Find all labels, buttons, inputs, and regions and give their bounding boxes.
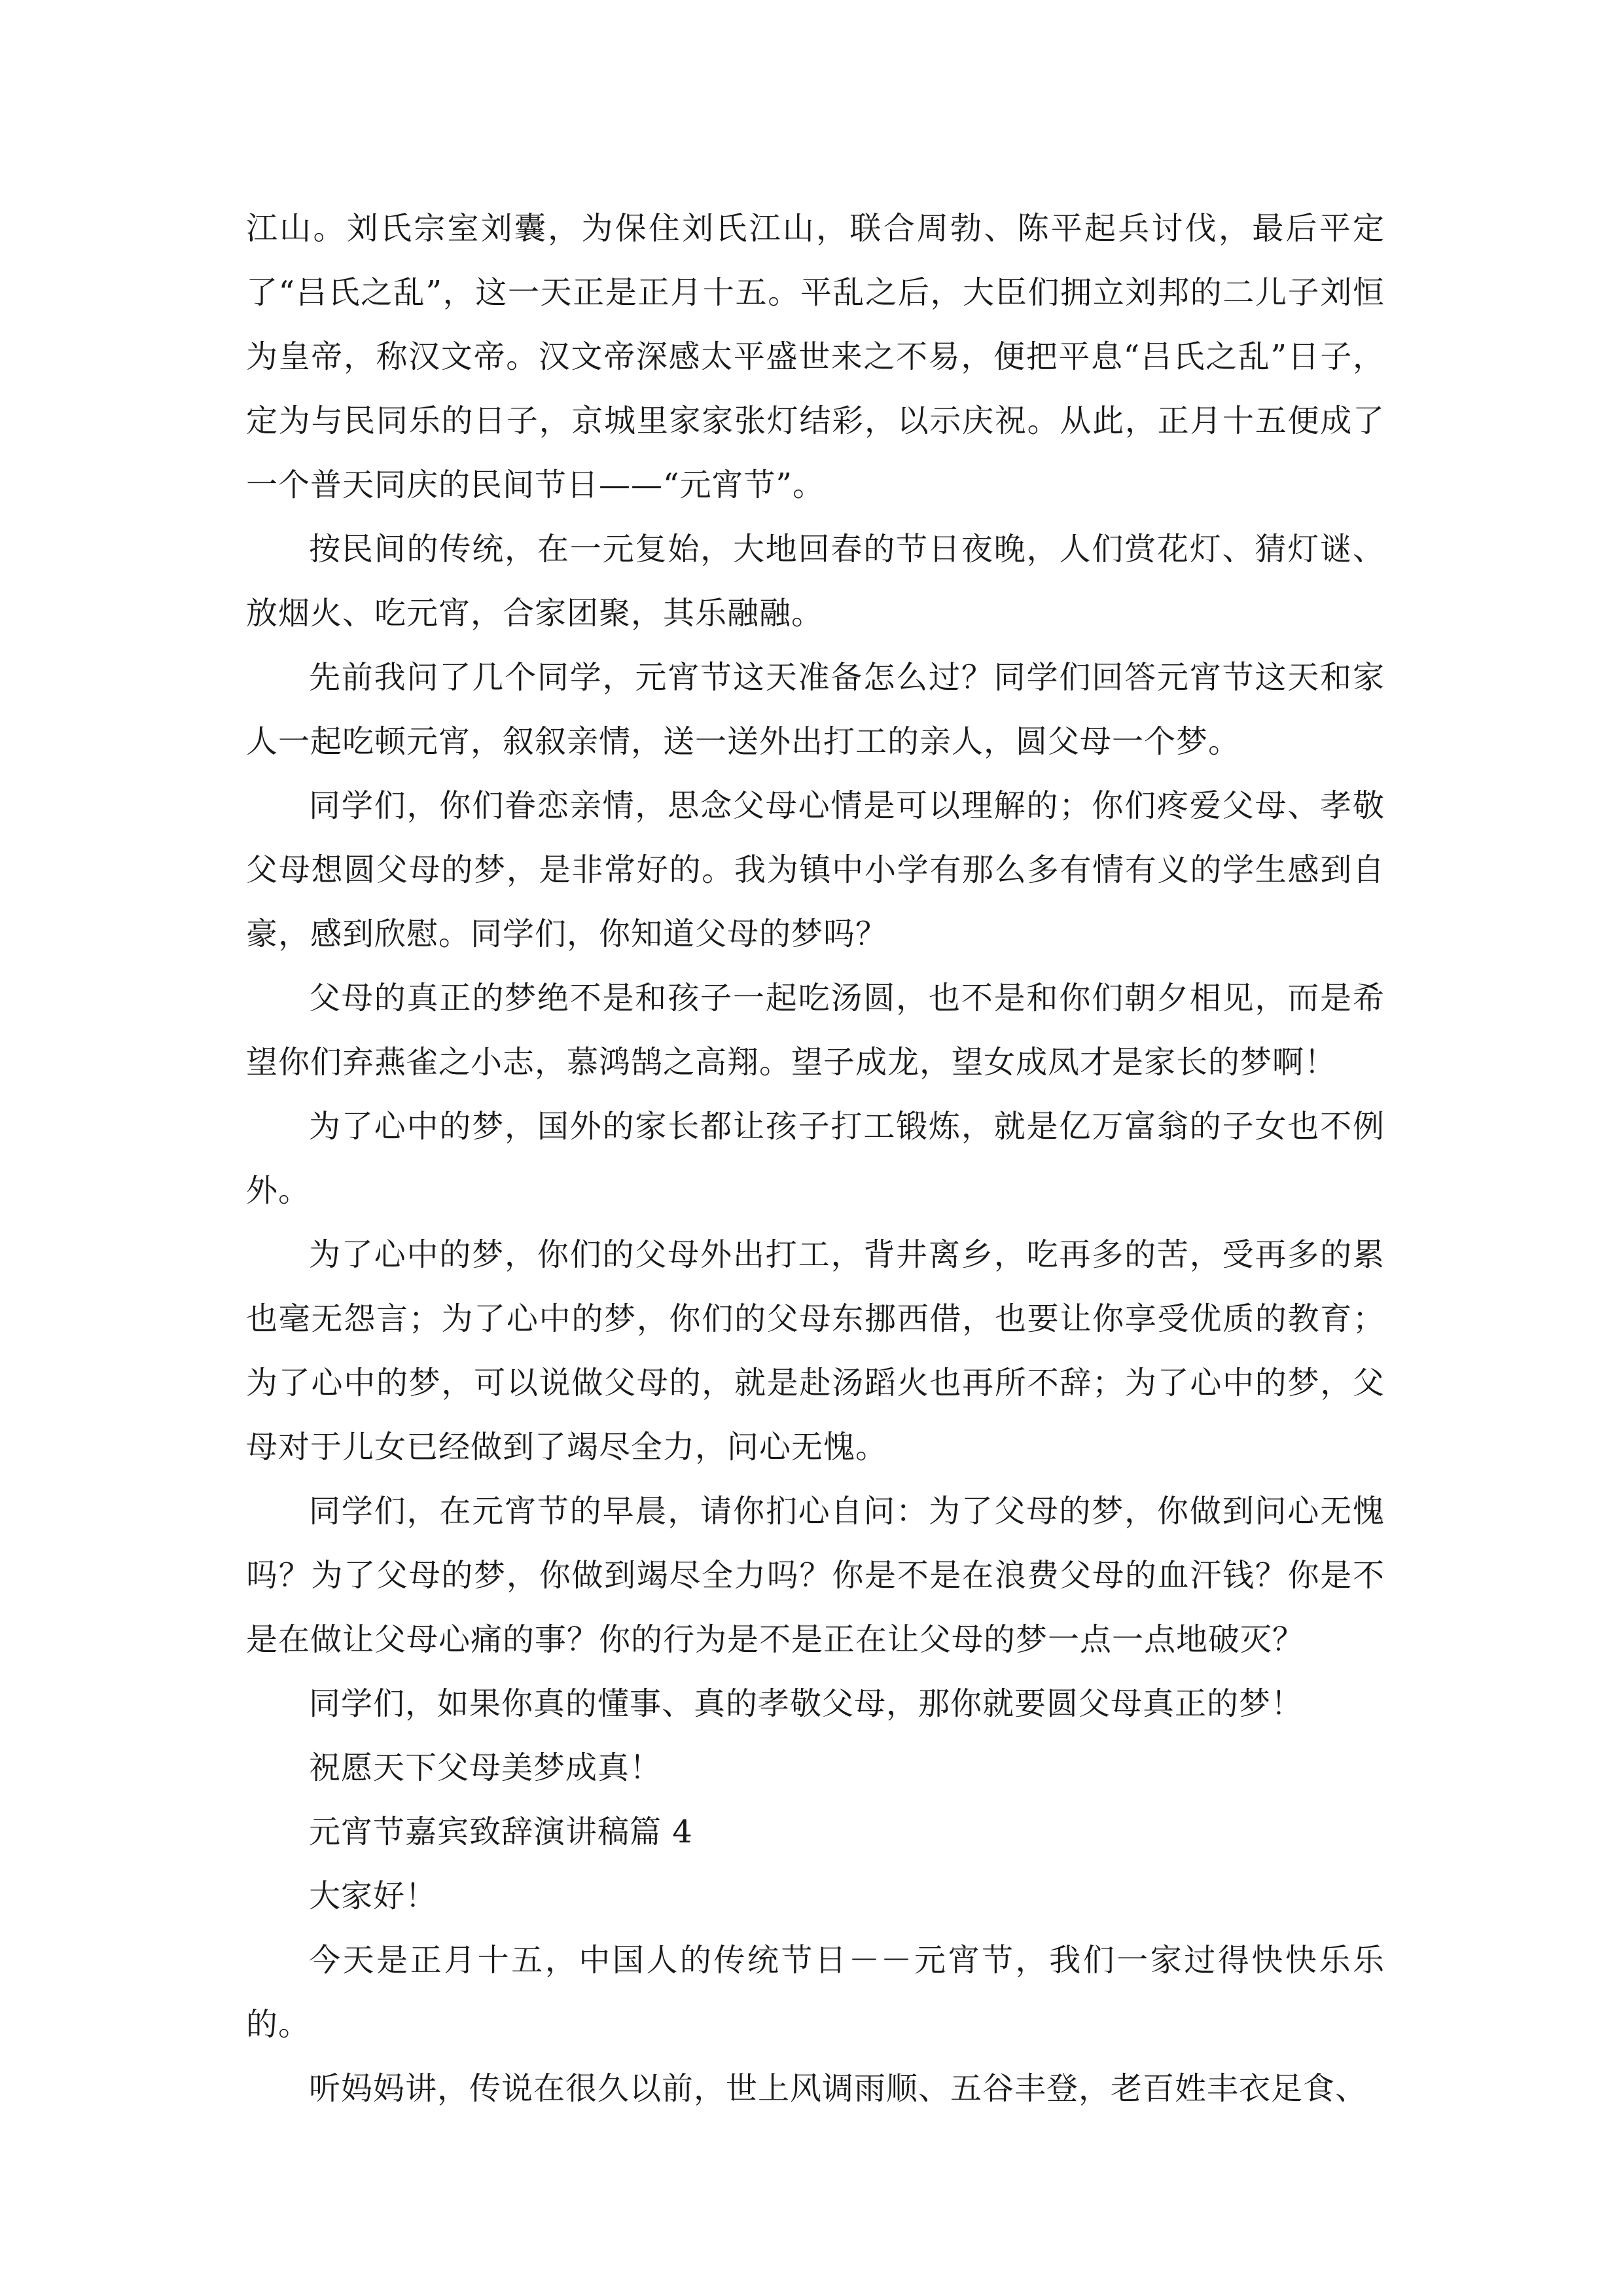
document-body bbox=[246, 196, 1385, 2121]
paragraph: 祝愿天下父母美梦成真！ bbox=[309, 1749, 662, 1786]
paragraph: 同学们，如果你真的懂事、真的孝敬父母，那你就要圆父母真正的梦！ bbox=[309, 1685, 1304, 1722]
paragraph: 为了心中的梦，国外的家长都让孩子打工锻炼，就是亿万富翁的子女也不例外。 bbox=[246, 1108, 1385, 1209]
paragraph: 今天是正月十五，中国人的传统节日－－元宵节，我们一家过得快快乐乐的。 bbox=[246, 1942, 1385, 2043]
paragraph: 同学们，在元宵节的早晨，请你扪心自问：为了父母的梦，你做到问心无愧吗？为了父母的梦，你做到竭尽全力吗？你是不是在浪费父母的血汗钱？你是不是在做让父母心痛的事？你的行为是不是正在让父母的梦一点一点地破灭？ bbox=[246, 1493, 1385, 1658]
greeting: 大家好！ bbox=[309, 1878, 438, 1914]
paragraph: 听妈妈讲，传说在很久以前，世上风调雨顺、五谷丰登，老百姓丰衣足食、 bbox=[309, 2070, 1368, 2107]
paragraph: 同学们，你们眷恋亲情，思念父母心情是可以理解的；你们疼爱父母、孝敬父母想圆父母的梦，是非常好的。我为镇中小学有那么多有情有义的学生感到自豪，感到欣慰。同学们，你知道父母的梦吗？ bbox=[246, 787, 1385, 952]
paragraph: 为了心中的梦，你们的父母外出打工，背井离乡，吃再多的苦，受再多的累也毫无怨言；为了心中的梦，你们的父母东挪西借，也要让你享受优质的教育；为了心中的梦，可以说做父母的，就是赴汤蹈火也再所不辞；为了心中的梦，父母对于儿女已经做到了竭尽全力，问心无愧。 bbox=[246, 1236, 1385, 1465]
paragraph: 父母的真正的梦绝不是和孩子一起吃汤圆，也不是和你们朝夕相见，而是希望你们弃燕雀之小志，慕鸿鹄之高翔。望子成龙，望女成凤才是家长的梦啊！ bbox=[246, 980, 1385, 1081]
section-heading: 元宵节嘉宾致辞演讲稿篇 4 bbox=[309, 1814, 693, 1850]
paragraph: 江山。刘氏宗室刘囊，为保住刘氏江山，联合周勃、陈平起兵讨伐，最后平定了“吕氏之乱”，这一天正是正月十五。平乱之后，大臣们拥立刘邦的二儿子刘恒为皇帝，称汉文帝。汉文帝深感太平盛世来之不易，便把平息“吕氏之乱”日子，定为与民同乐的日子，京城里家家张灯结彩，以示庆祝。从此，正月十五便成了一个普天同庆的民间节日——“元宵节”。 bbox=[246, 210, 1385, 503]
paragraph: 先前我问了几个同学，元宵节这天准备怎么过？同学们回答元宵节这天和家人一起吃顿元宵，叙叙亲情，送一送外出打工的亲人，圆父母一个梦。 bbox=[246, 659, 1385, 760]
paragraph: 按民间的传统，在一元复始，大地回春的节日夜晚，人们赏花灯、猜灯谜、放烟火、吃元宵，合家团聚，其乐融融。 bbox=[246, 531, 1385, 632]
